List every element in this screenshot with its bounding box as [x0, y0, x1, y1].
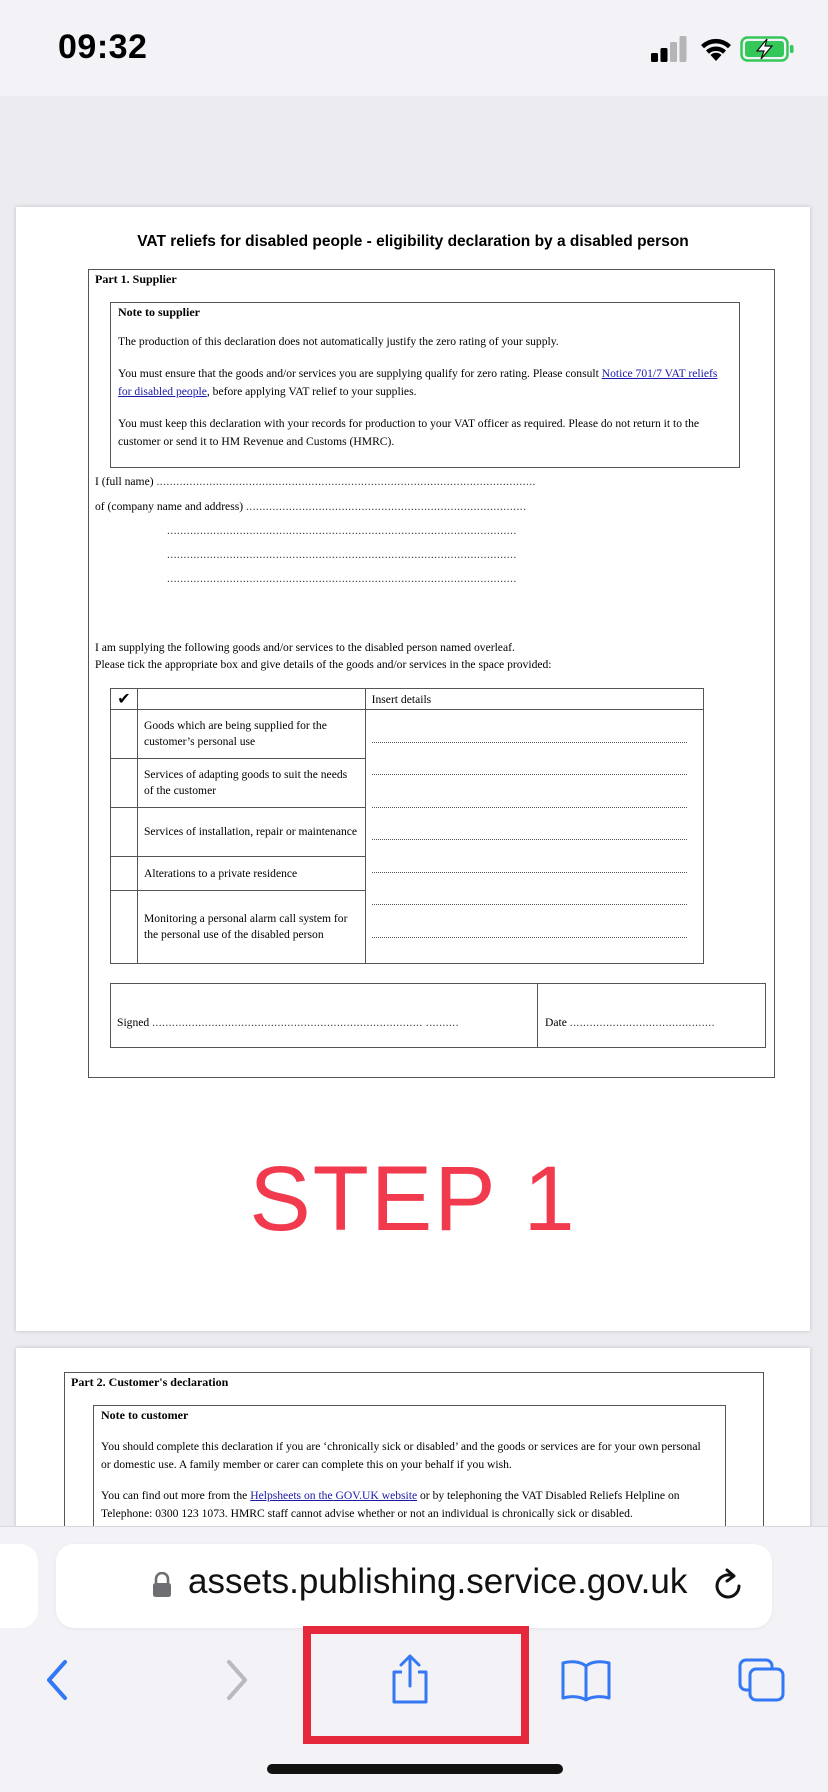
cellular-signal-icon: [651, 36, 687, 62]
insert-details-area: [365, 710, 703, 964]
tabs-icon: [737, 1657, 787, 1703]
details-line: [372, 808, 687, 841]
supplier-note-text: You must ensure that the goods and/or services you are supplying qualify for zero rating. Please consult: [118, 367, 602, 380]
battery-charging-icon: [740, 36, 796, 62]
company-field: of (company name and address) .....................................................................................: [95, 500, 527, 513]
date-label: Date: [545, 1016, 567, 1029]
details-line: [372, 873, 687, 906]
date-field: Date ............................................: [545, 1016, 715, 1029]
bookmarks-button[interactable]: [556, 1652, 616, 1708]
customer-note-title: Note to customer: [101, 1408, 189, 1422]
customer-note-text: or by telephoning the VAT Disabled Reliefs Helpline on Telephone: 0300 123 1073. HMRC staff cannot advise whether or not an individual is chronically sick or disabled.: [101, 1489, 680, 1520]
customer-note-paragraph-2: [101, 1487, 713, 1523]
part1-section: [88, 269, 775, 1078]
wifi-icon: [698, 34, 734, 62]
step-1-annotation: STEP 1: [249, 1148, 577, 1250]
share-highlight-annotation: [303, 1626, 529, 1744]
tick-box[interactable]: [111, 857, 138, 891]
details-line: [372, 840, 687, 873]
home-indicator[interactable]: [267, 1764, 563, 1774]
lock-icon: [152, 1572, 172, 1598]
details-line: [372, 905, 687, 938]
customer-note-text: You can find out more from the: [101, 1489, 251, 1502]
details-line: [372, 710, 687, 743]
address-line: ..........................................................................................................: [167, 548, 517, 561]
supplier-note-title: Note to supplier: [118, 305, 200, 319]
item-installation-repair: Services of installation, repair or maintenance: [137, 808, 365, 857]
address-bar[interactable]: [56, 1544, 772, 1628]
signed-label: Signed: [117, 1016, 150, 1029]
tick-box[interactable]: [111, 759, 138, 808]
full-name-label: I (full name): [95, 475, 154, 488]
forward-button[interactable]: [206, 1652, 266, 1708]
description-header: [137, 689, 365, 710]
chevron-left-icon: [43, 1658, 73, 1702]
tick-header: ✔: [111, 689, 138, 710]
tick-box[interactable]: [111, 891, 138, 964]
tabs-button[interactable]: [732, 1652, 792, 1708]
signature-divider: [537, 984, 538, 1047]
supplier-note-paragraph-1: The production of this declaration does not automatically justify the zero rating of your supply.: [118, 335, 559, 348]
item-adapting-goods: Services of adapting goods to suit the needs of the customer: [137, 759, 365, 808]
clock: 09:32: [58, 28, 148, 66]
details-line: [372, 743, 687, 776]
part2-label: Part 2. Customer's declaration: [71, 1375, 229, 1389]
address-line: ..........................................................................................................: [167, 572, 517, 585]
company-label: of (company name and address): [95, 500, 244, 513]
notice-701-7-link[interactable]: Notice 701/7 VAT reliefs for disabled people: [118, 367, 718, 398]
full-name-field: I (full name) ...................................................................................................................: [95, 475, 536, 488]
supplier-note-paragraph-3: You must keep this declaration with your records for production to your VAT officer as required. Please do not return it to the customer or send it to HM Revenue and Customs (HMRC).: [118, 417, 700, 448]
tick-box[interactable]: [111, 808, 138, 857]
supplier-note-paragraph-2: [118, 365, 728, 401]
supply-line: I am supplying the following goods and/or services to the disabled person named overleaf.: [95, 641, 515, 654]
previous-tab-peek[interactable]: [0, 1544, 38, 1628]
goods-services-table: [110, 688, 704, 964]
pdf-page-1: [16, 207, 810, 1331]
signed-field: Signed .................................................................................. ..........: [117, 1016, 459, 1029]
address-line: ..........................................................................................................: [167, 524, 517, 537]
helpsheets-link[interactable]: Helpsheets on the GOV.UK website: [250, 1489, 418, 1502]
signature-box: [110, 983, 766, 1048]
reload-icon[interactable]: [708, 1566, 748, 1606]
details-header: Insert details: [365, 689, 703, 710]
details-line: [372, 775, 687, 808]
part1-label: Part 1. Supplier: [95, 272, 177, 286]
status-bar: [0, 0, 828, 96]
book-icon: [560, 1658, 612, 1702]
supply-line: Please tick the appropriate box and give details of the goods and/or services in the space provided:: [95, 657, 552, 671]
item-goods-personal-use: Goods which are being supplied for the customer’s personal use: [137, 710, 365, 759]
chevron-right-icon: [221, 1658, 251, 1702]
document-title: VAT reliefs for disabled people - eligibility declaration by a disabled person: [137, 233, 689, 250]
supplier-note-box: [110, 302, 740, 468]
supply-instructions: [95, 640, 552, 673]
supplier-note-text: , before applying VAT relief to your supplies.: [206, 385, 417, 398]
customer-note-paragraph-1: You should complete this declaration if you are ‘chronically sick or disabled’ and the goods or services are for your own personal or domestic use. A family member or carer can complete this on your behalf if you wish.: [101, 1440, 701, 1471]
url-text[interactable]: assets.publishing.service.gov.uk: [188, 1562, 688, 1601]
back-button[interactable]: [28, 1652, 88, 1708]
item-alarm-monitoring: Monitoring a personal alarm call system for the personal use of the disabled person: [137, 891, 365, 964]
tick-box[interactable]: [111, 710, 138, 759]
item-alterations-residence: Alterations to a private residence: [137, 857, 365, 891]
